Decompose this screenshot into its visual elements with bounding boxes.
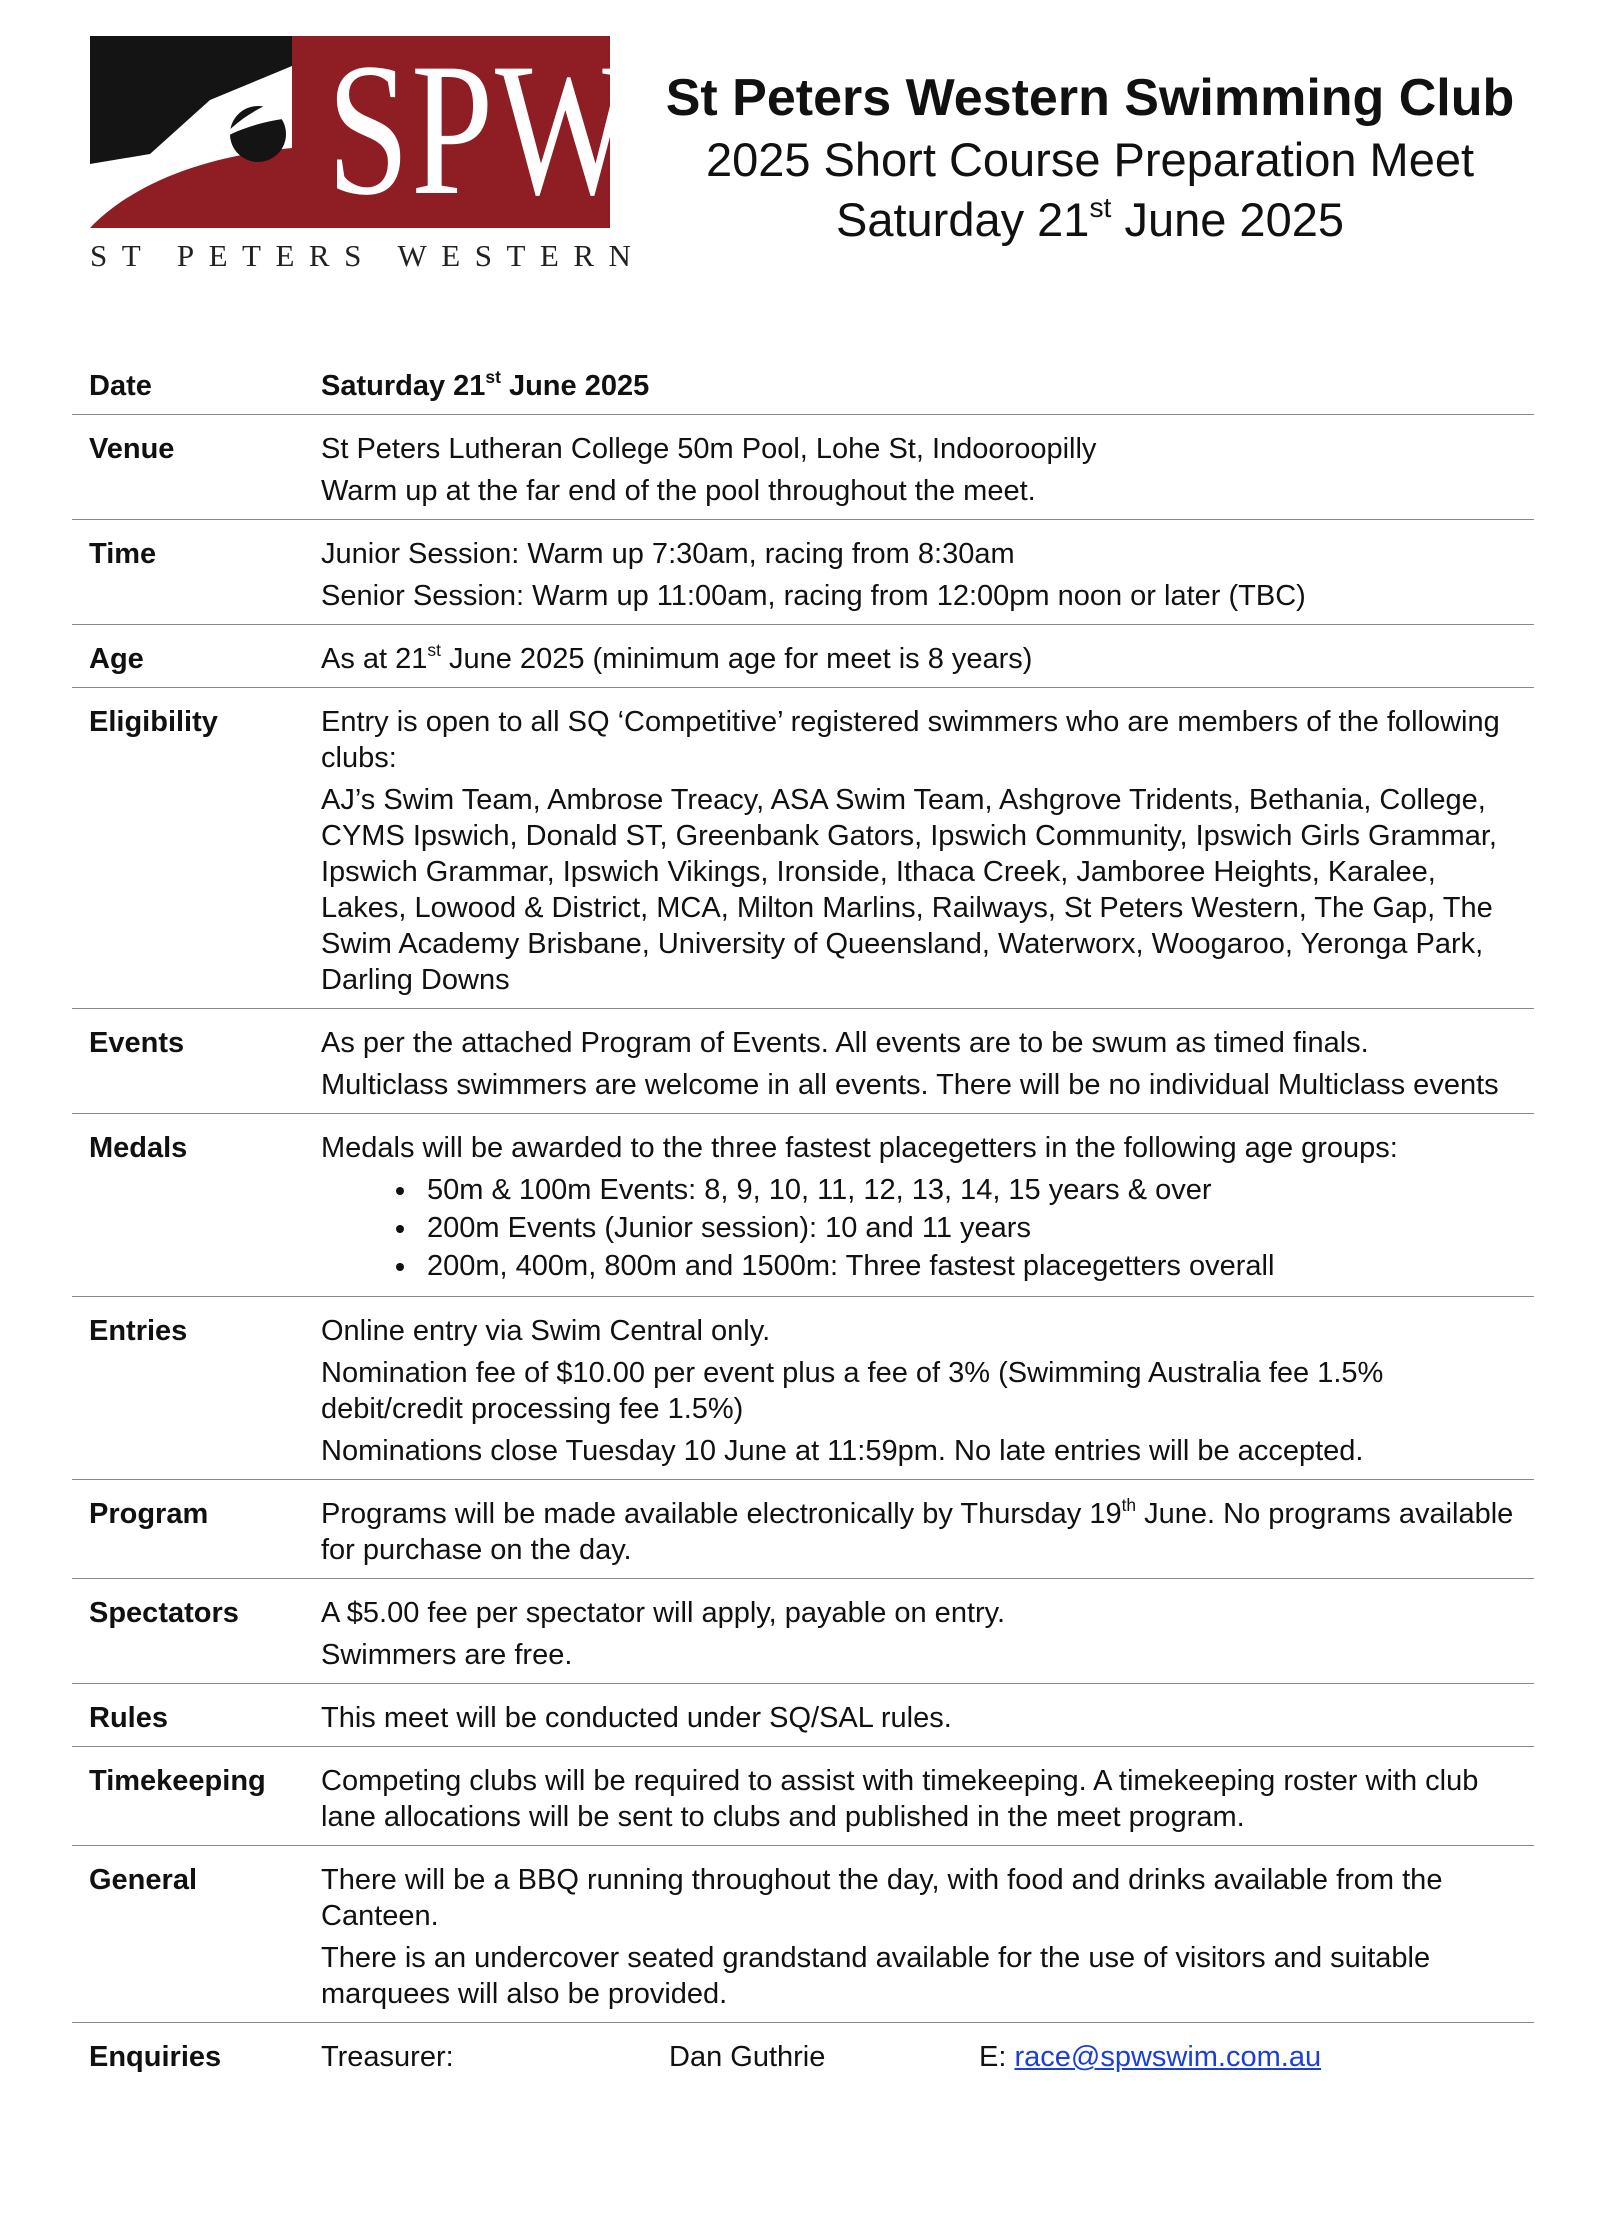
row-label: Spectators (89, 1597, 239, 1629)
row-program (72, 1480, 1534, 1579)
venue-line: St Peters Lutheran College 50m Pool, Lohe St, Indooroopilly (321, 433, 1097, 465)
email-link[interactable]: race@spwswim.com.au (1014, 2041, 1322, 2073)
entries-line: Online entry via Swim Central only. (321, 1315, 771, 1347)
list-item: • 200m, 400m, 800m and 1500m: Three fastest placegetters overall (419, 1248, 1520, 1284)
page-title: St Peters Western Swimming Club (665, 69, 1515, 127)
row-label: General (89, 1864, 197, 1896)
meet-info-table (72, 352, 1534, 2085)
spectators-line: Swimmers are free. (321, 1639, 573, 1671)
time-line: Junior Session: Warm up 7:30am, racing from 8:30am (321, 538, 1015, 570)
row-timekeeping (72, 1747, 1534, 1846)
row-medals (72, 1114, 1534, 1297)
row-time (72, 520, 1534, 625)
medals-list (321, 1172, 1520, 1284)
row-value: Saturday 21st June 2025 (321, 366, 650, 402)
general-line: There is an undercover seated grandstand available for the use of visitors and suitable marquees will also be provided. (321, 1942, 1431, 2010)
row-entries (72, 1297, 1534, 1480)
list-item: • 200m Events (Junior session): 10 and 11 years (419, 1210, 1520, 1246)
row-label: Time (89, 538, 157, 570)
row-value (321, 1130, 1534, 1286)
row-rules (72, 1684, 1534, 1747)
enquiries-name: Dan Guthrie (669, 2041, 826, 2073)
row-label: Date (89, 370, 152, 402)
row-label: Enquiries (89, 2041, 222, 2073)
row-events (72, 1009, 1534, 1114)
header-title-block (660, 66, 1520, 250)
events-line: As per the attached Program of Events. All events are to be swum as timed finals. (321, 1027, 1369, 1059)
general-line: There will be a BBQ running throughout the day, with food and drinks available from the Canteen. (321, 1864, 1443, 1932)
row-label: Rules (89, 1702, 168, 1734)
enquiries-role: Treasurer: (321, 2041, 454, 2073)
entries-line: Nominations close Tuesday 10 June at 11:59pm. No late entries will be accepted. (321, 1435, 1364, 1467)
spectators-line: A $5.00 fee per spectator will apply, payable on entry. (321, 1597, 1006, 1629)
events-line: Multiclass swimmers are welcome in all events. There will be no individual Multiclass events (321, 1069, 1499, 1101)
row-age (72, 625, 1534, 688)
logo-letters: SPW (326, 25, 637, 235)
spw-logo (90, 25, 646, 273)
row-value (321, 1595, 1534, 1673)
row-value (321, 1700, 1534, 1736)
row-label: Venue (89, 433, 175, 465)
club-list: AJ’s Swim Team, Ambrose Treacy, ASA Swim Team, Ashgrove Tridents, Bethania, College, CYMS Ipswich, Donald ST, Greenbank Gators, Ipswich Community, Ipswich Girls Grammar, Ipswich Grammar, Ipswich Vikings, Ironside, Ithaca Creek, Jamboree Heights, Karalee, Lakes, Lowood & District, MCA, Milton Marlins, Railways, St Peters Western, The Gap, The Swim Academy Brisbane, University of Queensland, Waterworx, Woogaroo, Yeronga Park, Darling Downs (321, 784, 1497, 996)
row-value (321, 704, 1534, 998)
list-item: • 50m & 100m Events: 8, 9, 10, 11, 12, 13, 14, 15 years & over (419, 1172, 1520, 1208)
row-label: Entries (89, 1315, 188, 1347)
row-enquiries (72, 2023, 1534, 2085)
email-prefix: E: (979, 2041, 1015, 2073)
row-label: Medals (89, 1132, 188, 1164)
row-label: Events (89, 1027, 185, 1059)
header-date: Saturday 21st June 2025 (836, 190, 1344, 246)
row-date (72, 352, 1534, 415)
time-line: Senior Session: Warm up 11:00am, racing from 12:00pm noon or later (TBC) (321, 580, 1306, 612)
entries-line: Nomination fee of $10.00 per event plus a fee of 3% (Swimming Australia fee 1.5% debit/credit processing fee 1.5%) (321, 1357, 1384, 1425)
medals-intro: Medals will be awarded to the three fastest placegetters in the following age groups: (321, 1132, 1398, 1164)
enquiries-email-block (979, 2039, 1321, 2075)
row-value (321, 1025, 1534, 1103)
logo-text: ST PETERS WESTERN (90, 238, 646, 273)
venue-line: Warm up at the far end of the pool throughout the meet. (321, 475, 1036, 507)
row-value (321, 2039, 1534, 2075)
row-value: Programs will be made available electronically by Thursday 19th June. No programs available for purchase on the day. (321, 1494, 1514, 1566)
timekeeping-line: Competing clubs will be required to assist with timekeeping. A timekeeping roster with club lane allocations will be sent to clubs and published in the meet program. (321, 1765, 1479, 1833)
row-value (321, 536, 1534, 614)
row-label: Age (89, 643, 144, 675)
rules-line: This meet will be conducted under SQ/SAL rules. (321, 1702, 952, 1734)
row-value (321, 1763, 1534, 1835)
row-value (321, 431, 1534, 509)
row-label: Eligibility (89, 706, 218, 738)
row-label: Program (89, 1498, 209, 1530)
row-label: Timekeeping (89, 1765, 266, 1797)
row-eligibility (72, 688, 1534, 1009)
row-value (321, 1862, 1534, 2012)
row-venue (72, 415, 1534, 520)
eligibility-line: Entry is open to all SQ ‘Competitive’ registered swimmers who are members of the following clubs: (321, 706, 1500, 774)
row-general (72, 1846, 1534, 2023)
page-subtitle: 2025 Short Course Preparation Meet (705, 133, 1475, 186)
row-value (321, 1313, 1534, 1469)
row-value: As at 21st June 2025 (minimum age for meet is 8 years) (321, 639, 1033, 675)
row-spectators (72, 1579, 1534, 1684)
